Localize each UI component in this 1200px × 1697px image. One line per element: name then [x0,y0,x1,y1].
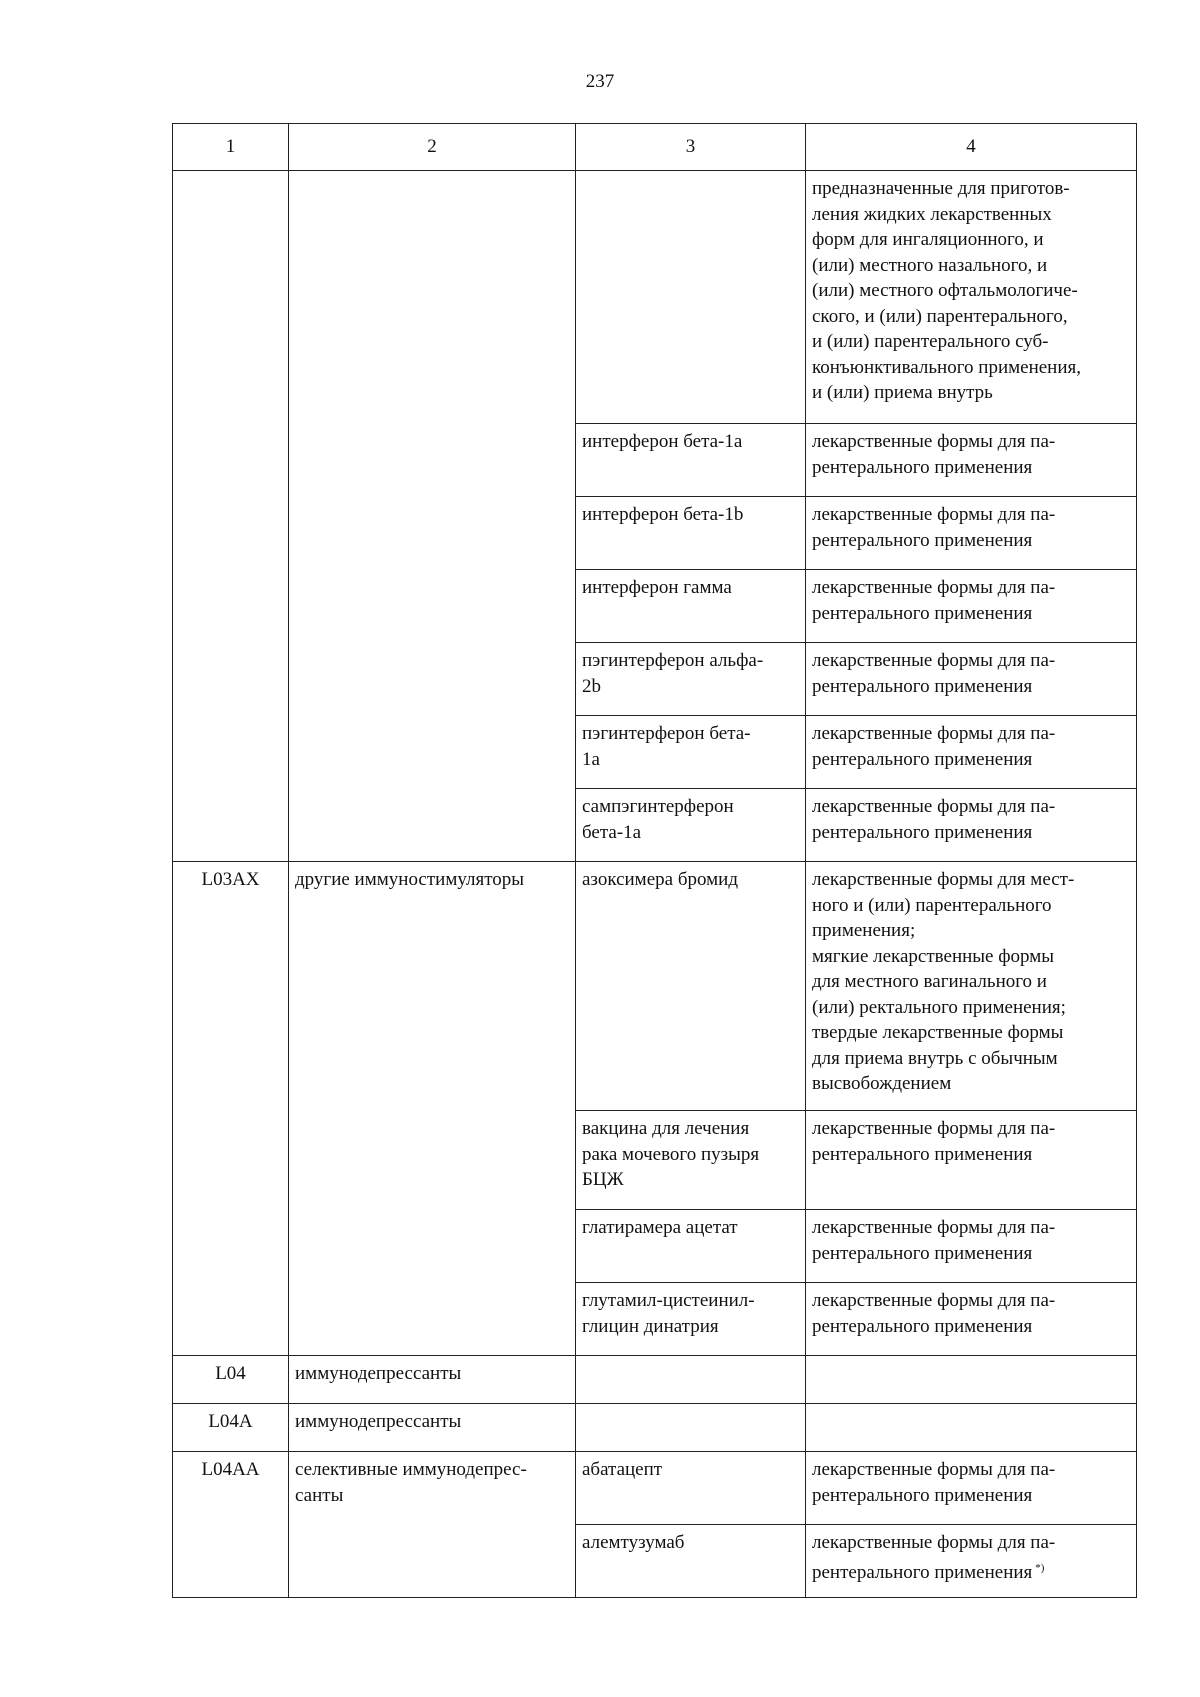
table-row [173,1452,1137,1525]
dosage-forms-cell [806,789,1137,862]
drug-name-line: 2b [582,675,601,697]
dosage-forms-cell [806,643,1137,716]
dosage-forms-cell [806,1404,1137,1452]
dosage-form-line: лекарственные формы для па- [812,431,1056,452]
drug-name-line: БЦЖ [582,1169,624,1190]
atc-code-cell: L04AA [173,1452,289,1598]
drug-name-line: 1a [582,748,600,770]
drug-name-line: пэгинтерферон альфа- [582,650,764,671]
drug-name-cell [576,643,806,716]
dosage-form-line: рентерального применения [812,1143,1033,1165]
group-name-line: селективные иммунодепрес- [295,1459,527,1480]
footnote-mark: *) [1035,1561,1045,1574]
dosage-form-line: (или) ректального применения; [812,996,1066,1018]
drug-name-line: рака мочевого пузыря [582,1143,760,1165]
dosage-form-line: высвобождением [812,1073,952,1094]
dosage-form-line: и (или) приема внутрь [812,382,993,403]
group-name-cell [289,1356,576,1404]
dosage-form-line: лекарственные формы для па- [812,504,1056,525]
group-name-cell [289,1452,576,1598]
dosage-form-line: предназначенные для приготов- [812,178,1070,199]
drug-name-line: интерферон гамма [582,577,732,598]
drug-name-line: вакцина для лечения [582,1118,750,1139]
drug-name-cell [576,862,806,1111]
dosage-form-line: лекарственные формы для па- [812,650,1056,671]
dosage-forms-cell [806,716,1137,789]
page-number: 237 [585,71,615,92]
drug-name-line: алемтузумаб [582,1532,685,1553]
dosage-form-line: рентерального применения [812,456,1033,478]
group-name-cell [289,171,576,862]
dosage-form-line: рентерального применения [812,675,1033,697]
column-number-3: 3 [576,124,806,171]
drug-name-line: бета-1a [582,821,642,843]
dosage-forms-cell [806,1283,1137,1356]
dosage-form-line: рентерального применения [812,1242,1033,1264]
dosage-forms-cell [806,1210,1137,1283]
column-number-4: 4 [806,124,1137,171]
atc-code-cell: L03AX [173,862,289,1356]
table-row [173,1404,1137,1452]
dosage-forms-cell [806,1525,1137,1598]
drug-name-cell [576,1525,806,1598]
drug-name-line: глицин динатрия [582,1315,719,1337]
drug-name-cell [576,716,806,789]
dosage-form-line: лекарственные формы для па- [812,723,1056,744]
table-row [173,171,1137,424]
dosage-form-line: рентерального применения [812,602,1033,624]
dosage-form-line: ления жидких лекарственных [812,203,1052,225]
drug-name-cell [576,1210,806,1283]
dosage-form-line: лекарственные формы для па- [812,577,1056,598]
dosage-forms-cell [806,1452,1137,1525]
drug-name-cell [576,1356,806,1404]
dosage-forms-cell [806,862,1137,1111]
drug-name-cell [576,570,806,643]
drug-name-cell [576,424,806,497]
drug-name-line: глутамил-цистеинил- [582,1290,755,1311]
table-header-row [173,124,1137,171]
dosage-form-line: лекарственные формы для па- [812,796,1056,817]
dosage-form-line: лекарственные формы для па- [812,1290,1056,1311]
dosage-form-line: для приема внутрь с обычным [812,1047,1058,1069]
drug-name-line: сампэгинтерферон [582,796,734,817]
table-row [173,1356,1137,1404]
dosage-form-line: (или) местного назального, и [812,254,1048,276]
drug-table [172,123,1137,1598]
dosage-form-line: ского, и (или) парентерального, [812,305,1068,327]
drug-name-cell [576,1404,806,1452]
drug-name-line: интерферон бета-1b [582,504,744,525]
dosage-forms-cell [806,1356,1137,1404]
group-name-line: иммунодепрессанты [295,1363,462,1384]
dosage-form-line [812,1556,1130,1586]
drug-name-line: глатирамера ацетат [582,1217,738,1238]
group-name-line: другие иммуностимуляторы [295,869,525,890]
dosage-form-line: для местного вагинального и [812,971,1047,992]
dosage-form-line: лекарственные формы для мест- [812,869,1075,890]
group-name-line: иммунодепрессанты [295,1411,462,1432]
column-number-1: 1 [173,124,289,171]
dosage-forms-cell [806,570,1137,643]
dosage-form-line: и (или) парентерального суб- [812,331,1049,352]
dosage-form-line: лекарственные формы для па- [812,1118,1056,1139]
dosage-form-line: рентерального применения [812,529,1033,551]
group-name-cell [289,1404,576,1452]
atc-code-cell: L04 [173,1356,289,1404]
drug-name-cell [576,1452,806,1525]
dosage-form-line: мягкие лекарственные формы [812,945,1055,967]
drug-name-line: абатацепт [582,1459,663,1480]
drug-name-cell [576,497,806,570]
dosage-forms-cell [806,497,1137,570]
dosage-forms-cell [806,424,1137,497]
dosage-form-line: конъюнктивального применения, [812,356,1081,378]
group-name-line: санты [295,1484,344,1506]
atc-code-cell: L04A [173,1404,289,1452]
dosage-form-line: лекарственные формы для па- [812,1217,1056,1238]
dosage-form-text: рентерального применения [812,1561,1033,1583]
drug-name-cell [576,1111,806,1210]
table-row [173,862,1137,1111]
drug-name-line: азоксимера бромид [582,869,738,890]
drug-name-cell [576,789,806,862]
dosage-form-line: (или) местного офтальмологиче- [812,280,1078,301]
dosage-form-line: лекарственные формы для па- [812,1532,1056,1553]
dosage-forms-cell [806,1111,1137,1210]
dosage-forms-cell [806,171,1137,424]
dosage-form-line: лекарственные формы для па- [812,1459,1056,1480]
group-name-cell [289,862,576,1356]
dosage-form-line: рентерального применения [812,748,1033,770]
dosage-form-line: рентерального применения [812,1484,1033,1506]
dosage-form-line: твердые лекарственные формы [812,1022,1064,1043]
drug-name-cell [576,171,806,424]
drug-name-line: интерферон бета-1a [582,431,743,452]
dosage-form-line: форм для ингаляционного, и [812,229,1044,250]
column-number-2: 2 [289,124,576,171]
dosage-form-line: применения; [812,920,916,941]
dosage-form-line: ного и (или) парентерального [812,894,1052,916]
dosage-form-line: рентерального применения [812,1315,1033,1337]
dosage-form-line: рентерального применения [812,821,1033,843]
drug-name-cell [576,1283,806,1356]
drug-name-line: пэгинтерферон бета- [582,723,751,744]
atc-code-cell [173,171,289,862]
